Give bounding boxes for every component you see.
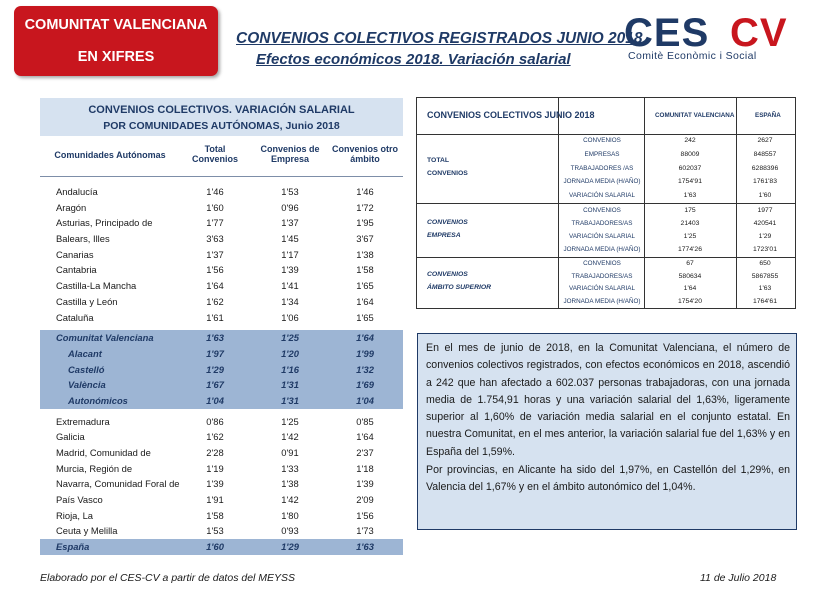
metric-value-es: 650 xyxy=(759,260,771,268)
row-value: 1'91 xyxy=(206,494,224,506)
metric-value-cv: 175 xyxy=(684,206,696,214)
metric-value-cv: 1754'91 xyxy=(678,178,702,186)
metric-value-es: 1761'83 xyxy=(753,178,777,186)
metric-label: VARIACIÓN SALARIAL xyxy=(568,192,636,200)
table-row xyxy=(40,184,403,200)
row-value: 1'42 xyxy=(281,431,299,443)
row-value: 1'65 xyxy=(356,311,374,323)
row-label: València xyxy=(68,379,106,391)
row-label: Andalucía xyxy=(56,186,98,197)
row-value: 1'31 xyxy=(281,379,299,391)
row-value: 1'64 xyxy=(206,280,224,292)
metric-label: EMPRESAS xyxy=(584,150,620,158)
row-value: 1'39 xyxy=(281,264,299,276)
row-value: 1'16 xyxy=(281,363,299,375)
metric-value-cv: 242 xyxy=(684,136,696,144)
row-value: 1'37 xyxy=(206,248,224,260)
table-row xyxy=(40,539,403,555)
metric-label: JORNADA MEDIA (H/AÑO) xyxy=(563,297,641,305)
metric-value-es: 1723'01 xyxy=(753,246,777,254)
group-label: TOTAL xyxy=(427,156,450,164)
metric-value-es: 1'29 xyxy=(758,233,772,241)
row-value: 1'72 xyxy=(356,201,374,213)
row-label: Alacant xyxy=(68,347,102,359)
row-value: 1'25 xyxy=(281,332,299,344)
row-value: 1'80 xyxy=(281,509,299,521)
row-value: 1'39 xyxy=(356,478,374,490)
row-value: 1'18 xyxy=(356,462,374,474)
row-value: 1'77 xyxy=(206,217,224,229)
metric-value-es: 2627 xyxy=(757,136,773,144)
row-value: 1'34 xyxy=(281,295,299,307)
row-label: Aragón xyxy=(56,201,87,213)
row-label: Murcia, Región de xyxy=(56,462,133,474)
table-row xyxy=(40,310,403,326)
row-value: 1'41 xyxy=(281,280,299,292)
row-value: 1'38 xyxy=(356,248,374,260)
badge-line1: COMUNITAT VALENCIANA xyxy=(24,17,208,33)
row-value: 1'04 xyxy=(356,394,374,406)
row-value: 0'85 xyxy=(356,415,374,427)
group-label: CONVENIOS xyxy=(427,271,468,278)
row-value: 1'37 xyxy=(281,217,299,229)
col-header-otro: Convenios otro ámbito xyxy=(332,144,399,164)
comunidades-table xyxy=(40,98,403,553)
col-header-empresa: Convenios de Empresa xyxy=(260,144,320,164)
table-row xyxy=(40,247,403,263)
row-value: 1'53 xyxy=(281,186,299,197)
row-value: 2'28 xyxy=(206,447,224,458)
metric-label: JORNADA MEDIA (H/AÑO) xyxy=(563,178,641,186)
col-header-es: ESPAÑA xyxy=(755,112,781,119)
row-label: Canarias xyxy=(56,248,94,260)
row-value: 3'67 xyxy=(356,233,374,245)
group-label: CONVENIOS xyxy=(427,169,468,177)
metric-label: CONVENIOS xyxy=(583,206,621,214)
row-label: Castilla y León xyxy=(56,295,118,307)
row-label: Balears, Illes xyxy=(56,233,110,245)
table-row xyxy=(40,231,403,247)
comunidades-table-subtitle: POR COMUNIDADES AUTÓNOMAS, Junio 2018 xyxy=(103,120,340,132)
row-value: 1'32 xyxy=(356,363,374,375)
row-label: Madrid, Comunidad de xyxy=(56,447,151,458)
row-value: 1'04 xyxy=(206,394,224,406)
metric-value-es: 5867855 xyxy=(751,272,779,280)
row-value: 1'58 xyxy=(356,264,374,276)
row-value: 0'96 xyxy=(281,201,299,213)
row-value: 1'46 xyxy=(356,186,374,197)
row-label: España xyxy=(56,541,90,553)
summary-paragraph-2: Por provincias, en Alicante ha sido del 1,97%, en Castellón del 1,29%, en Valencia del 1,67% y en el ámbito autonómico del 1,04%. xyxy=(426,464,790,494)
row-value: 1'06 xyxy=(281,311,299,323)
table-row xyxy=(40,377,403,393)
row-label: Galicia xyxy=(56,431,85,443)
row-label: Cataluña xyxy=(56,311,94,323)
badge-line2: EN XIFRES xyxy=(77,49,155,65)
row-value: 1'65 xyxy=(356,280,374,292)
row-value: 0'93 xyxy=(281,525,299,537)
table-row xyxy=(40,346,403,362)
row-label: Comunitat Valenciana xyxy=(56,332,154,344)
metric-value-cv: 602037 xyxy=(678,164,702,172)
table-row xyxy=(40,278,403,294)
row-value: 1'19 xyxy=(206,462,224,474)
row-label: País Vasco xyxy=(56,494,103,506)
table-row xyxy=(40,523,403,539)
row-value: 1'69 xyxy=(356,379,374,391)
row-value: 1'73 xyxy=(356,525,374,537)
row-label: Cantabria xyxy=(56,264,97,276)
row-value: 1'29 xyxy=(206,363,224,375)
publication-date: 11 de Julio 2018 xyxy=(700,572,777,584)
table-row xyxy=(40,393,403,409)
metric-value-es: 1977 xyxy=(757,206,773,214)
row-value: 1'95 xyxy=(356,217,374,229)
row-value: 1'63 xyxy=(356,541,374,553)
row-value: 1'38 xyxy=(281,478,299,490)
row-value: 2'09 xyxy=(356,494,374,506)
metric-label: JORNADA MEDIA (H/AÑO) xyxy=(563,246,641,254)
page-subtitle: Efectos económicos 2018. Variación salarial xyxy=(256,51,571,68)
metric-label: TRABAJADORES/AS xyxy=(571,219,633,227)
row-value: 1'25 xyxy=(281,415,299,427)
table-row xyxy=(40,362,403,378)
table-row xyxy=(40,508,403,524)
table-row xyxy=(40,262,403,278)
row-value: 1'58 xyxy=(206,509,224,521)
row-value: 1'33 xyxy=(281,462,299,474)
row-label: Castilla-La Mancha xyxy=(56,280,137,292)
row-value: 1'99 xyxy=(356,347,374,359)
page-title: CONVENIOS COLECTIVOS REGISTRADOS JUNIO 2018 xyxy=(236,30,643,47)
comunidades-table-columns xyxy=(40,138,403,177)
row-label: Extremadura xyxy=(56,415,110,427)
row-label: Asturias, Principado de xyxy=(56,217,153,229)
metric-value-es: 848557 xyxy=(753,150,777,158)
row-value: 1'64 xyxy=(356,431,374,443)
metric-value-es: 6288396 xyxy=(751,164,779,172)
table-row xyxy=(40,330,403,346)
row-label: Castelló xyxy=(68,363,105,375)
metric-value-cv: 580634 xyxy=(678,272,702,280)
metric-label: VARIACIÓN SALARIAL xyxy=(568,285,636,293)
comunidades-table-header xyxy=(40,98,403,136)
row-value: 1'56 xyxy=(206,264,224,276)
svg-text:CES: CES xyxy=(624,12,710,52)
comunidades-table-body xyxy=(40,184,403,555)
metric-label: TRABAJADORES/AS xyxy=(571,272,633,280)
row-label: Rioja, La xyxy=(56,509,94,521)
table-row xyxy=(40,492,403,508)
metric-label: VARIACIÓN SALARIAL xyxy=(568,233,636,241)
metric-value-es: 1'63 xyxy=(758,285,772,293)
row-value: 0'91 xyxy=(281,447,299,458)
row-label: Ceuta y Melilla xyxy=(56,525,118,537)
metric-value-cv: 1774'26 xyxy=(678,246,702,254)
row-value: 1'53 xyxy=(206,525,224,537)
table-row xyxy=(40,461,403,477)
group-label: EMPRESA xyxy=(427,231,461,239)
metric-label: CONVENIOS xyxy=(583,136,621,144)
row-value: 1'64 xyxy=(356,332,374,344)
table-row xyxy=(40,200,403,216)
source-note: Elaborado por el CES-CV a partir de datos del MEYSS xyxy=(40,572,296,584)
comunidades-table-title: CONVENIOS COLECTIVOS. VARIACIÓN SALARIAL xyxy=(88,104,355,116)
row-value: 1'62 xyxy=(206,431,224,443)
group-label: CONVENIOS xyxy=(427,218,468,226)
row-value: 1'45 xyxy=(281,233,299,245)
svg-text:CV: CV xyxy=(730,12,788,52)
row-value: 1'97 xyxy=(206,347,224,359)
metric-value-es: 1'60 xyxy=(758,192,772,200)
row-label: Autonómicos xyxy=(68,394,128,406)
metric-value-cv: 1'63 xyxy=(683,192,697,200)
row-value: 3'63 xyxy=(206,233,224,245)
convenios-table-title: CONVENIOS COLECTIVOS JUNIO 2018 xyxy=(427,110,595,120)
convenios-table xyxy=(416,97,796,309)
col-header-comunidades: Comunidades Autónomas xyxy=(54,150,166,160)
logo-subtitle: Comitè Econòmic i Social xyxy=(628,50,757,62)
col-header-cv: COMUNITAT VALENCIANA xyxy=(655,112,735,119)
table-row xyxy=(40,445,403,461)
group-label: ÁMBITO SUPERIOR xyxy=(427,284,492,291)
row-value: 0'86 xyxy=(206,415,224,427)
metric-label: TRABAJADORES /AS xyxy=(570,164,634,172)
row-value: 1'56 xyxy=(356,509,374,521)
cescv-logo-mark xyxy=(622,12,812,52)
region-badge xyxy=(14,6,218,76)
row-value: 1'39 xyxy=(206,478,224,490)
row-value: 1'42 xyxy=(281,494,299,506)
table-row xyxy=(40,476,403,492)
row-value: 1'67 xyxy=(206,379,224,391)
metric-value-cv: 21403 xyxy=(680,219,700,227)
metric-value-cv: 88009 xyxy=(680,150,700,158)
row-value: 1'61 xyxy=(206,311,224,323)
row-value: 1'64 xyxy=(356,295,374,307)
row-value: 1'60 xyxy=(206,541,224,553)
row-value: 1'20 xyxy=(281,347,299,359)
metric-value-es: 1764'61 xyxy=(753,297,777,305)
metric-value-cv: 67 xyxy=(686,260,694,268)
table-row xyxy=(40,294,403,310)
row-value: 1'17 xyxy=(281,248,299,260)
table-row xyxy=(40,429,403,445)
metric-value-cv: 1'64 xyxy=(683,285,697,293)
row-value: 1'46 xyxy=(206,186,224,197)
summary-paragraph-1: En el mes de junio de 2018, en la Comunitat Valenciana, el número de convenios colectivos registrados, con efectos económicos en 2018, ascendió a 242 que han afectado a 602.037 personas trabajadoras, con una jornada media de 1.754,91 horas y una variación salarial del 1,63%, ligeramente superior al 1,60% de variación media salarial en el conjunto estatal. En nuestra Comunitat, en el mes anterior, la variación salarial fue del 1,63% y en España del 1,59%. xyxy=(426,342,790,458)
row-value: 1'29 xyxy=(281,541,299,553)
table-row xyxy=(40,414,403,430)
col-header-total: Total Convenios xyxy=(191,144,238,164)
metric-value-cv: 1754'20 xyxy=(678,297,702,305)
row-value: 1'62 xyxy=(206,295,224,307)
row-value: 1'60 xyxy=(206,201,224,213)
row-label: Navarra, Comunidad Foral de xyxy=(56,478,180,490)
metric-value-es: 420541 xyxy=(753,219,777,227)
table-row xyxy=(40,215,403,231)
row-value: 2'37 xyxy=(356,447,374,458)
metric-value-cv: 1'25 xyxy=(683,233,697,241)
row-value: 1'63 xyxy=(206,332,224,344)
summary-textbox xyxy=(417,333,797,530)
row-value: 1'31 xyxy=(281,394,299,406)
metric-label: CONVENIOS xyxy=(583,260,621,268)
